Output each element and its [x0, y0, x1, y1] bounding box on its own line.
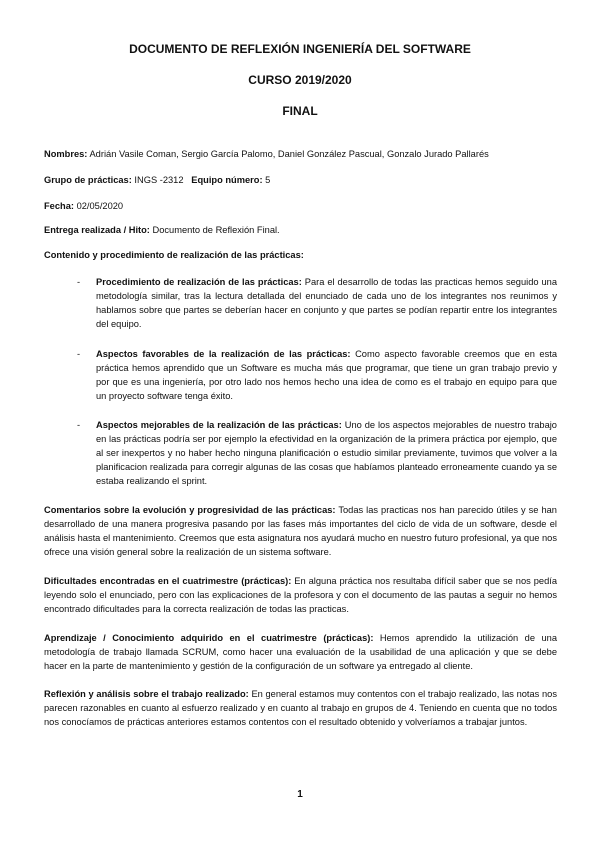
date-line [44, 199, 557, 213]
group-line [44, 173, 557, 187]
bullet-body: Uno de los aspectos mejorables de nuestro trabajo en las prácticas podría ser por ejemplo la efectividad en la organización de la primera práctica por ejemplo, que al ser inexpertos y no haber hecho ninguna planificación o estudio similar previamente, tuvimos que volver a la planificacion realizada para corregir algunas de las cosas que habíamos planteado erroneamente cuando ya se estaba realizando el sprint. [96, 420, 557, 486]
names-label: Nombres: [44, 149, 88, 159]
section-label: Aprendizaje / Conocimiento adquirido en el cuatrimestre (prácticas): [44, 633, 374, 643]
team-value: 5 [265, 175, 271, 185]
delivery-label: Entrega realizada / Hito: [44, 225, 150, 235]
section-label: Reflexión y análisis sobre el trabajo realizado: [44, 689, 249, 699]
group-label: Grupo de prácticas: [44, 175, 132, 185]
bullet-text [96, 347, 557, 403]
section-body: Todas las practicas nos han parecido útiles y se han desarrollado de una manera progresiva pasando por las fases más importantes del ciclo de vida de un software, desde el análisis hasta el mantenimiento. Creemos que esta asignatura nos ayudará mucho en nuestro futuro profesional, ya que nos ofrece una visión general sobre la realización de un sistema software. [44, 505, 557, 557]
section-learning [44, 631, 557, 673]
document-title: DOCUMENTO DE REFLEXIÓN INGENIERÍA DEL SOFTWARE [129, 42, 471, 56]
content-label: Contenido y procedimiento de realización de las prácticas: [44, 250, 304, 260]
bullet-dash: - [77, 420, 81, 430]
section-label: Comentarios sobre la evolución y progresividad de las prácticas: [44, 505, 336, 515]
group-value: INGS -2312 [134, 175, 184, 185]
bullet-text [96, 418, 557, 488]
section-body: Hemos aprendido la utilización de una metodología de trabajo llamada SCRUM, como hacer una evaluación de la usabilidad de una aplicación y que se debe hacer en la parte de mantenimiento y gestión de la configuración de un software ya entregado al cliente. [44, 633, 557, 671]
team-label: Equipo número: [191, 175, 263, 185]
course-title: CURSO 2019/2020 [248, 73, 352, 87]
bullet-body: Para el desarrollo de todas las practicas hemos seguido una metodología similar, tras la lectura detallada del enunciado de cada uno de los integrantes nos reunimos y hablamos sobre que partes se deberían hacer en conjunto y que partes se podían repartir entre los integrantes del equipo. [96, 277, 557, 329]
section-body: En alguna práctica nos resultaba difícil saber que se nos pedía leyendo solo el enunciado, pero con las explicaciones de la profesora y con el documento de las pautas a seguir no hemos encontrado dificultades para la correcta realización de todas las practicas. [44, 576, 557, 614]
section-label: Dificultades encontradas en el cuatrimestre (prácticas): [44, 576, 292, 586]
section-reflection [44, 687, 557, 729]
bullet-dash: - [77, 277, 81, 287]
bullet-label: Procedimiento de realización de las prácticas: [96, 277, 302, 287]
bullet-dash: - [77, 349, 81, 359]
names-line [44, 147, 557, 161]
bullet-label: Aspectos favorables de la realización de las prácticas: [96, 349, 351, 359]
date-label: Fecha: [44, 201, 74, 211]
section-evolution [44, 503, 557, 559]
date-value: 02/05/2020 [76, 201, 124, 211]
section-body: En general estamos muy contentos con el trabajo realizado, las notas nos parecen razonables en cuanto al esfuerzo realizado y en cuanto al trabajo en grupos de 4. Teniendo en cuenta que no todos nos conocíamos de prácticas anteriores estamos contentos con el resultado obtenido y volveríamos a trabajar juntos. [44, 689, 557, 727]
names-value: Adrián Vasile Coman, Sergio García Palomo, Daniel González Pascual, Gonzalo Jurado Pallarés [89, 149, 489, 159]
final-title: FINAL [282, 104, 318, 118]
bullet-text [96, 275, 557, 331]
section-difficulties [44, 574, 557, 616]
bullet-label: Aspectos mejorables de la realización de las prácticas: [96, 420, 342, 430]
page-number: 1 [297, 789, 303, 800]
content-heading [44, 248, 557, 262]
bullet-body: Como aspecto favorable creemos que en esta práctica hemos aprendido que un Software es mucha más que programar, que tiene un gran trabajo previo y por que es una ingeniería, por otro lado nos hemos hecho una idea de como es el trabajo en equipo para que un proyecto software tenga éxito. [96, 349, 557, 401]
delivery-line [44, 223, 557, 237]
delivery-value: Documento de Reflexión Final. [152, 225, 280, 235]
